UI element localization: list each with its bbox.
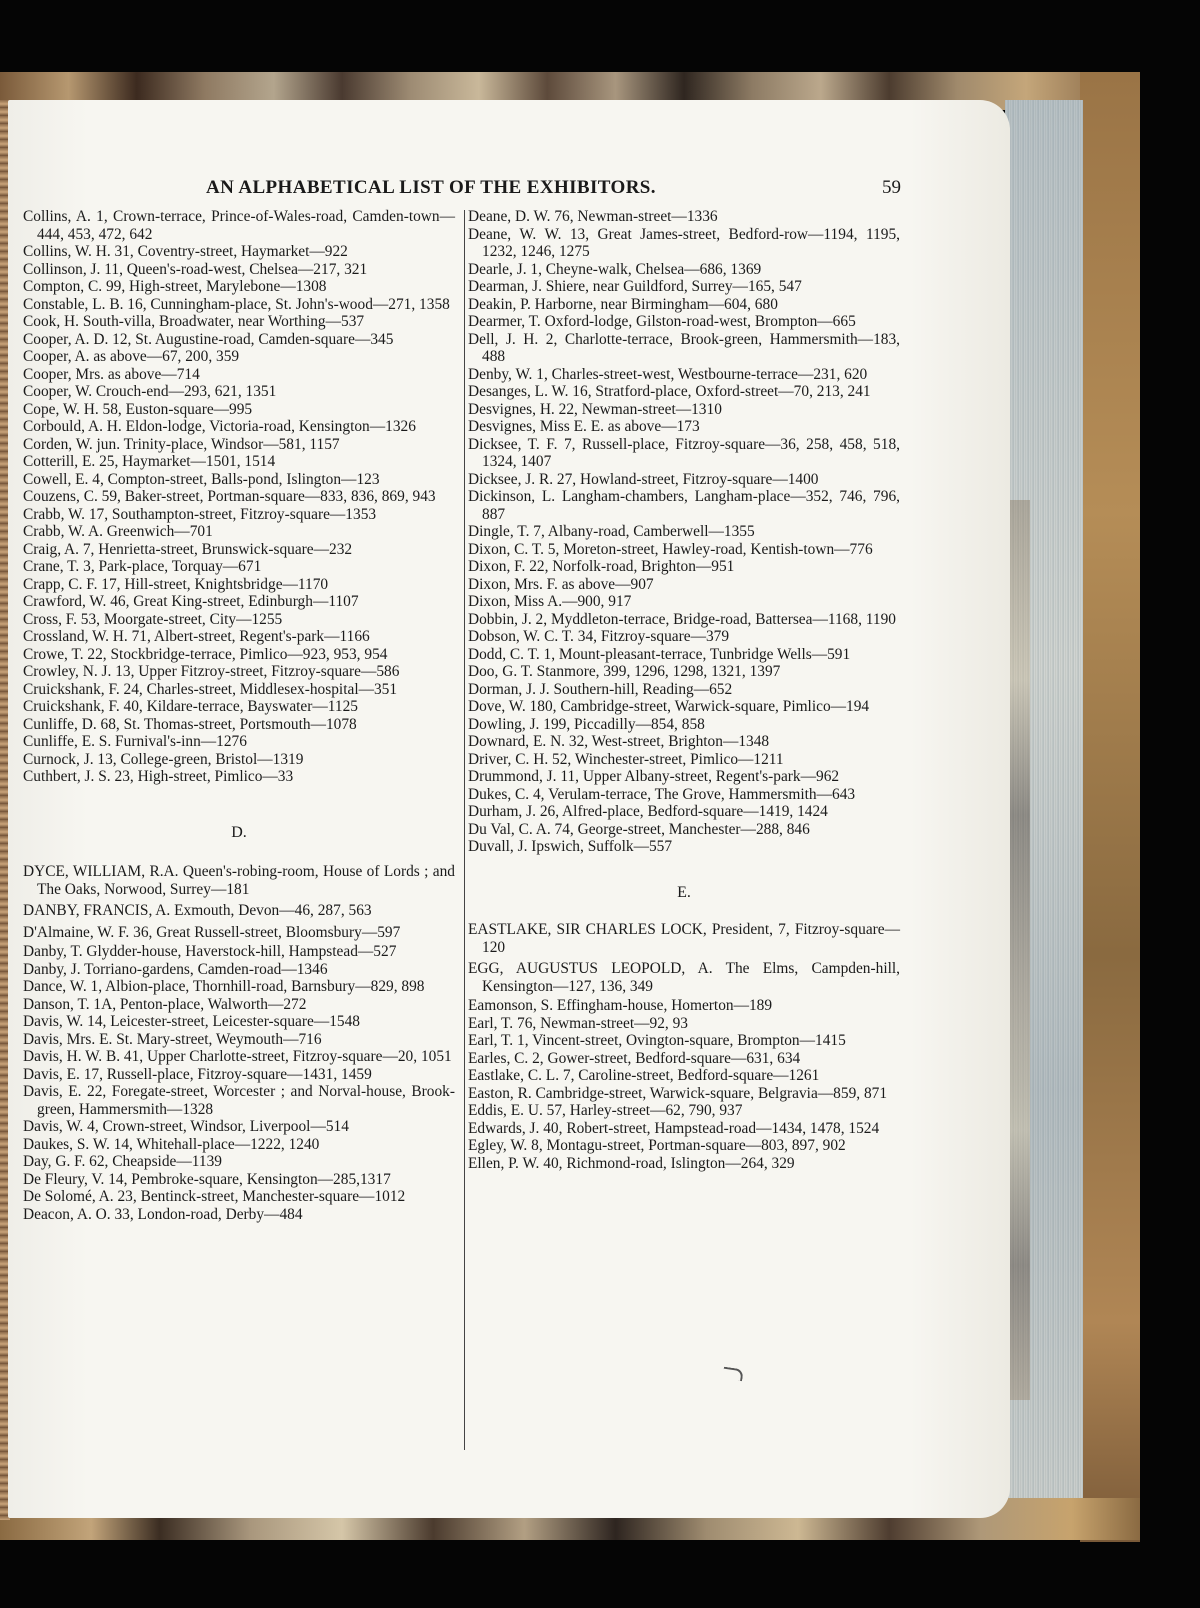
exhibitor-entry: Eamonson, S. Effingham-house, Homerton—189 — [468, 997, 773, 1014]
exhibitor-entry: Dorman, J. J. Southern-hill, Reading—652 — [468, 680, 733, 698]
exhibitor-entry: Earl, T. 76, Newman-street—92, 93 — [468, 1014, 688, 1032]
exhibitor-entry: Deane, W. W. 13, Great James-street, Bedford-row—1194, 1195, 1232, 1246, 1275 — [468, 225, 900, 260]
exhibitor-entry: Dodd, C. T. 1, Mount-pleasant-terrace, Tunbridge Wells—591 — [468, 645, 851, 663]
exhibitor-entry: Denby, W. 1, Charles-street-west, Westbourne-terrace—231, 620 — [468, 365, 868, 383]
exhibitor-entry: Cook, H. South-villa, Broadwater, near Worthing—537 — [23, 313, 365, 330]
exhibitor-entry: Desvignes, Miss E. E. as above—173 — [468, 418, 700, 435]
page-mark — [722, 1367, 743, 1382]
exhibitor-entry: Cowell, E. 4, Compton-street, Balls-pond, Islington—123 — [23, 470, 380, 488]
exhibitor-entry: Corbould, A. H. Eldon-lodge, Victoria-road, Kensington—1326 — [23, 418, 416, 435]
exhibitor-entry: Danson, T. 1A, Penton-place, Walworth—272 — [23, 995, 307, 1013]
exhibitor-entry: Craig, A. 7, Henrietta-street, Brunswick-square—232 — [23, 540, 353, 558]
exhibitor-entry: Collinson, J. 11, Queen's-road-west, Chelsea—217, 321 — [23, 260, 368, 278]
exhibitor-entry: Davis, W. 14, Leicester-street, Leicester-square—1548 — [23, 1013, 360, 1030]
exhibitor-entry: Cunliffe, E. S. Furnival's-inn—1276 — [23, 733, 247, 750]
exhibitor-entry: Collins, W. H. 31, Coventry-street, Haymarket—922 — [23, 243, 348, 260]
exhibitor-entry: Davis, Mrs. E. St. Mary-street, Weymouth—716 — [23, 1030, 322, 1048]
exhibitor-entry: Dickinson, L. Langham-chambers, Langham-place—352, 746, 796, 887 — [468, 488, 900, 523]
exhibitor-entry: Dobbin, J. 2, Myddleton-terrace, Bridge-road, Battersea—1168, 1190 — [468, 610, 896, 628]
exhibitor-entry: Cooper, Mrs. as above—714 — [23, 365, 200, 383]
exhibitor-entry: EGG, AUGUSTUS LEOPOLD, A. The Elms, Campden-hill, Kensington—127, 136, 349 — [468, 960, 900, 995]
exhibitor-entry: Deacon, A. O. 33, London-road, Derby—484 — [23, 1205, 303, 1223]
exhibitor-entry: Dicksee, J. R. 27, Howland-street, Fitzroy-square—1400 — [468, 470, 819, 488]
exhibitor-entry: Dobson, W. C. T. 34, Fitzroy-square—379 — [468, 628, 730, 645]
exhibitor-entry: Cruickshank, F. 40, Kildare-terrace, Bayswater—1125 — [23, 698, 358, 715]
exhibitor-entry: Dukes, C. 4, Verulam-terrace, The Grove, Hammersmith—643 — [468, 785, 856, 803]
exhibitor-entry: Davis, W. 4, Crown-street, Windsor, Liverpool—514 — [23, 1118, 349, 1135]
exhibitor-entry: De Solomé, A. 23, Bentinck-street, Manchester-square—1012 — [23, 1188, 406, 1205]
exhibitor-entry: Crossland, W. H. 71, Albert-street, Regent's-park—1166 — [23, 628, 370, 645]
exhibitor-entry: Du Val, C. A. 74, George-street, Manchester—288, 846 — [468, 820, 810, 838]
exhibitor-entry: Duvall, J. Ipswich, Suffolk—557 — [468, 838, 673, 855]
exhibitor-entry: Durham, J. 26, Alfred-place, Bedford-square—1419, 1424 — [468, 803, 828, 820]
exhibitor-entry: Earles, C. 2, Gower-street, Bedford-square—631, 634 — [468, 1049, 801, 1067]
exhibitor-entry: Compton, C. 99, High-street, Marylebone—1308 — [23, 278, 327, 295]
exhibitor-entry: Constable, L. B. 16, Cunningham-place, St. John's-wood—271, 1358 — [23, 295, 450, 313]
exhibitor-entry: Doo, G. T. Stanmore, 399, 1296, 1298, 1321, 1397 — [468, 663, 781, 680]
exhibitor-entry: Desvignes, H. 22, Newman-street—1310 — [468, 400, 722, 418]
left-column — [23, 208, 455, 1223]
exhibitor-entry: Crane, T. 3, Park-place, Torquay—671 — [23, 558, 262, 575]
exhibitor-entry: Cope, W. H. 58, Euston-square—995 — [23, 400, 253, 418]
exhibitor-entry: Eddis, E. U. 57, Harley-street—62, 790, 937 — [468, 1102, 743, 1119]
exhibitor-entry: DANBY, FRANCIS, A. Exmouth, Devon—46, 287, 563 — [23, 902, 372, 919]
exhibitor-entry: Dance, W. 1, Albion-place, Thornhill-road, Barnsbury—829, 898 — [23, 978, 425, 995]
exhibitor-entry: Desanges, L. W. 16, Stratford-place, Oxford-street—70, 213, 241 — [468, 383, 871, 400]
exhibitor-entry: Dowling, J. 199, Piccadilly—854, 858 — [468, 715, 705, 733]
exhibitor-entry: Dingle, T. 7, Albany-road, Camberwell—1355 — [468, 523, 755, 540]
exhibitor-entry: Dixon, F. 22, Norfolk-road, Brighton—951 — [468, 558, 735, 575]
exhibitor-entry: Crowley, N. J. 13, Upper Fitzroy-street, Fitzroy-square—586 — [23, 663, 400, 680]
column-divider — [464, 210, 465, 1450]
exhibitor-entry: Cunliffe, D. 68, St. Thomas-street, Portsmouth—1078 — [23, 715, 357, 733]
exhibitor-entry: Drummond, J. 11, Upper Albany-street, Regent's-park—962 — [468, 768, 840, 785]
exhibitor-entry: Dicksee, T. F. 7, Russell-place, Fitzroy-square—36, 258, 458, 518, 1324, 1407 — [468, 435, 900, 470]
entry-list-c — [23, 208, 455, 786]
exhibitor-entry: Cuthbert, J. S. 23, High-street, Pimlico—33 — [23, 768, 294, 785]
exhibitor-entry: Edwards, J. 40, Robert-street, Hampstead-road—1434, 1478, 1524 — [468, 1119, 880, 1137]
exhibitor-entry: Cooper, W. Crouch-end—293, 621, 1351 — [23, 383, 277, 400]
exhibitor-entry: Dearman, J. Shiere, near Guildford, Surrey—165, 547 — [468, 278, 802, 295]
exhibitor-entry: Cruickshank, F. 24, Charles-street, Middlesex-hospital—351 — [23, 680, 398, 698]
exhibitor-entry: DYCE, WILLIAM, R.A. Queen's-robing-room, House of Lords ; and The Oaks, Norwood, Surrey—181 — [23, 863, 455, 898]
entry-list-d-continued — [468, 208, 900, 856]
book-page — [8, 100, 1010, 1518]
exhibitor-entry: De Fleury, V. 14, Pembroke-square, Kensington—285,1317 — [23, 1170, 391, 1188]
exhibitor-entry: Crawford, W. 46, Great King-street, Edinburgh—1107 — [23, 593, 359, 610]
exhibitor-entry: Corden, W. jun. Trinity-place, Windsor—581, 1157 — [23, 435, 340, 453]
running-title: AN ALPHABETICAL LIST OF THE EXHIBITORS. — [206, 177, 656, 198]
section-heading-d: D. — [231, 823, 247, 841]
exhibitor-entry: Ellen, P. W. 40, Richmond-road, Islington—264, 329 — [468, 1154, 795, 1172]
exhibitor-entry: Danby, J. Torriano-gardens, Camden-road—1346 — [23, 960, 328, 978]
exhibitor-entry: Collins, A. 1, Crown-terrace, Prince-of-Wales-road, Camden-town—444, 453, 472, 642 — [23, 208, 455, 243]
exhibitor-entry: Driver, C. H. 52, Winchester-street, Pimlico—1211 — [468, 750, 784, 768]
exhibitor-entry: Danby, T. Glydder-house, Haverstock-hill, Hampstead—527 — [23, 943, 397, 960]
section-heading-e: E. — [677, 883, 691, 901]
exhibitor-entry: Deakin, P. Harborne, near Birmingham—604, 680 — [468, 295, 778, 313]
right-column — [468, 208, 900, 1172]
exhibitor-entry: Cooper, A. D. 12, St. Augustine-road, Camden-square—345 — [23, 330, 394, 348]
exhibitor-entry: Deane, D. W. 76, Newman-street—1336 — [468, 208, 718, 225]
exhibitor-entry: Crowe, T. 22, Stockbridge-terrace, Pimlico—923, 953, 954 — [23, 645, 388, 663]
exhibitor-entry: Egley, W. 8, Montagu-street, Portman-square—803, 897, 902 — [468, 1137, 846, 1154]
exhibitor-entry: Crapp, C. F. 17, Hill-street, Knightsbridge—1170 — [23, 575, 329, 593]
exhibitor-entry: Davis, E. 22, Foregate-street, Worcester ; and Norval-house, Brook-green, Hammersmith—1328 — [23, 1083, 455, 1118]
exhibitor-entry: Daukes, S. W. 14, Whitehall-place—1222, 1240 — [23, 1135, 320, 1153]
exhibitor-entry: Curnock, J. 13, College-green, Bristol—1319 — [23, 750, 304, 768]
exhibitor-entry: Cross, F. 53, Moorgate-street, City—1255 — [23, 610, 283, 628]
entry-list-e — [468, 921, 900, 1172]
exhibitor-entry: Dove, W. 180, Cambridge-street, Warwick-square, Pimlico—194 — [468, 698, 870, 715]
exhibitor-entry: Easton, R. Cambridge-street, Warwick-square, Belgravia—859, 871 — [468, 1084, 888, 1102]
entry-list-d — [23, 863, 455, 1223]
exhibitor-entry: Eastlake, C. L. 7, Caroline-street, Bedford-square—1261 — [468, 1067, 820, 1084]
exhibitor-entry: Crabb, W. 17, Southampton-street, Fitzroy-square—1353 — [23, 505, 377, 523]
exhibitor-entry: Earl, T. 1, Vincent-street, Ovington-square, Brompton—1415 — [468, 1032, 846, 1049]
exhibitor-entry: Crabb, W. A. Greenwich—701 — [23, 523, 213, 540]
exhibitor-entry: Davis, H. W. B. 41, Upper Charlotte-street, Fitzroy-square—20, 1051 — [23, 1048, 452, 1065]
exhibitor-entry: Couzens, C. 59, Baker-street, Portman-square—833, 836, 869, 943 — [23, 488, 436, 505]
exhibitor-entry: Dearle, J. 1, Cheyne-walk, Chelsea—686, 1369 — [468, 260, 762, 278]
exhibitor-entry: Cooper, A. as above—67, 200, 359 — [23, 348, 240, 365]
exhibitor-entry: Dixon, C. T. 5, Moreton-street, Hawley-road, Kentish-town—776 — [468, 540, 873, 558]
exhibitor-entry: D'Almaine, W. F. 36, Great Russell-street, Bloomsbury—597 — [23, 923, 401, 941]
exhibitor-entry: Dixon, Mrs. F. as above—907 — [468, 575, 654, 593]
exhibitor-entry: Davis, E. 17, Russell-place, Fitzroy-square—1431, 1459 — [23, 1065, 372, 1083]
exhibitor-entry: Downard, E. N. 32, West-street, Brighton—1348 — [468, 733, 770, 750]
exhibitor-entry: Cotterill, E. 25, Haymarket—1501, 1514 — [23, 453, 276, 470]
exhibitor-entry: Dearmer, T. Oxford-lodge, Gilston-road-west, Brompton—665 — [468, 313, 856, 330]
exhibitor-entry: EASTLAKE, SIR CHARLES LOCK, President, 7, Fitzroy-square—120 — [468, 921, 900, 956]
exhibitor-entry: Dixon, Miss A.—900, 917 — [468, 593, 632, 610]
book-cover-edge — [1080, 72, 1140, 1542]
running-head — [8, 177, 1010, 201]
exhibitor-entry: Day, G. F. 62, Cheapside—1139 — [23, 1153, 222, 1170]
page-number: 59 — [882, 177, 901, 198]
exhibitor-entry: Dell, J. H. 2, Charlotte-terrace, Brook-green, Hammersmith—183, 488 — [468, 330, 900, 365]
